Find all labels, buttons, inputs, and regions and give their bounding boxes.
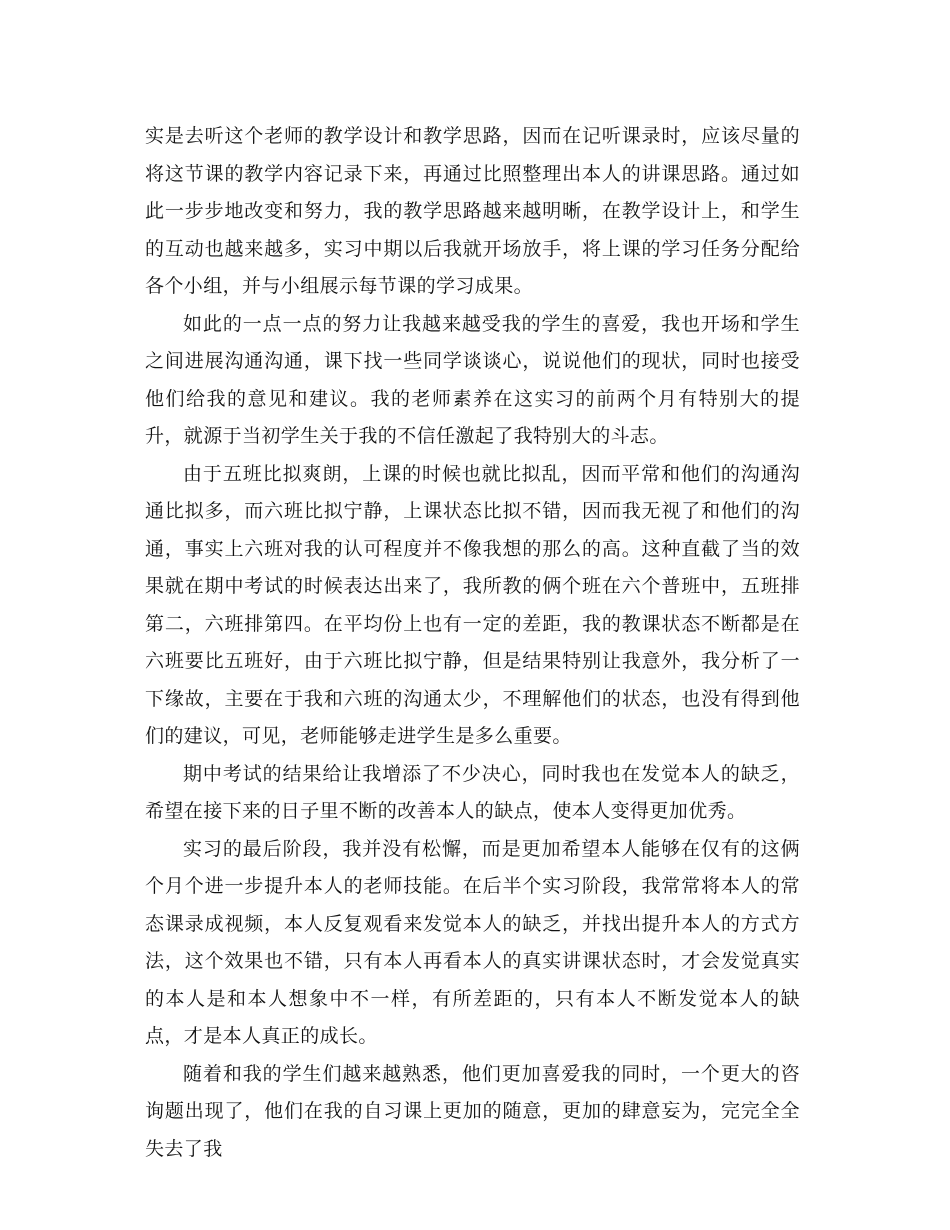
- document-page: [145, 118, 800, 1168]
- paragraph-2: 如此的一点一点的努力让我越来越受我的学生的喜爱，我也开场和学生之间进展沟通沟通，课下找一些同学谈谈心，说说他们的现状，同时也接受他们给我的意见和建议。我的老师素养在这实习的前两个月有特别大的提升，就源于当初学生关于我的不信任激起了我特别大的斗志。: [145, 312, 800, 447]
- paragraph-3: 由于五班比拟爽朗，上课的时候也就比拟乱，因而平常和他们的沟通沟通比拟多，而六班比拟宁静，上课状态比拟不错，因而我无视了和他们的沟通，事实上六班对我的认可程度并不像我想的那么的高。这种直截了当的效果就在期中考试的时候表达出来了，我所教的俩个班在六个普班中，五班排第二，六班排第四。在平均份上也有一定的差距，我的教课状态不断都是在六班要比五班好，由于六班比拟宁静，但是结果特别让我意外，我分析了一下缘故，主要在于我和六班的沟通太少，不理解他们的状态，也没有得到他们的建议，可见，老师能够走进学生是多么重要。: [145, 462, 800, 747]
- paragraph-5: 实习的最后阶段，我并没有松懈，而是更加希望本人能够在仅有的这俩个月个进一步提升本人的老师技能。在后半个实习阶段，我常常将本人的常态课录成视频，本人反复观看来发觉本人的缺乏，并找出提升本人的方式方法，这个效果也不错，只有本人再看本人的真实讲课状态时，才会发觉真实的本人是和本人想象中不一样，有所差距的，只有本人不断发觉本人的缺点，才是本人真正的成长。: [145, 837, 800, 1047]
- paragraph-4: 期中考试的结果给让我增添了不少决心，同时我也在发觉本人的缺乏，希望在接下来的日子里不断的改善本人的缺点，使本人变得更加优秀。: [145, 762, 800, 822]
- paragraph-6: 随着和我的学生们越来越熟悉，他们更加喜爱我的同时，一个更大的咨询题出现了，他们在我的自习课上更加的随意，更加的肆意妄为，完完全全失去了我: [145, 1062, 800, 1160]
- paragraph-1: 实是去听这个老师的教学设计和教学思路，因而在记听课录时，应该尽量的将这节课的教学内容记录下来，再通过比照整理出本人的讲课思路。通过如此一步步地改变和努力，我的教学思路越来越明晰，在教学设计上，和学生的互动也越来越多，实习中期以后我就开场放手，将上课的学习任务分配给各个小组，并与小组展示每节课的学习成果。: [145, 125, 800, 297]
